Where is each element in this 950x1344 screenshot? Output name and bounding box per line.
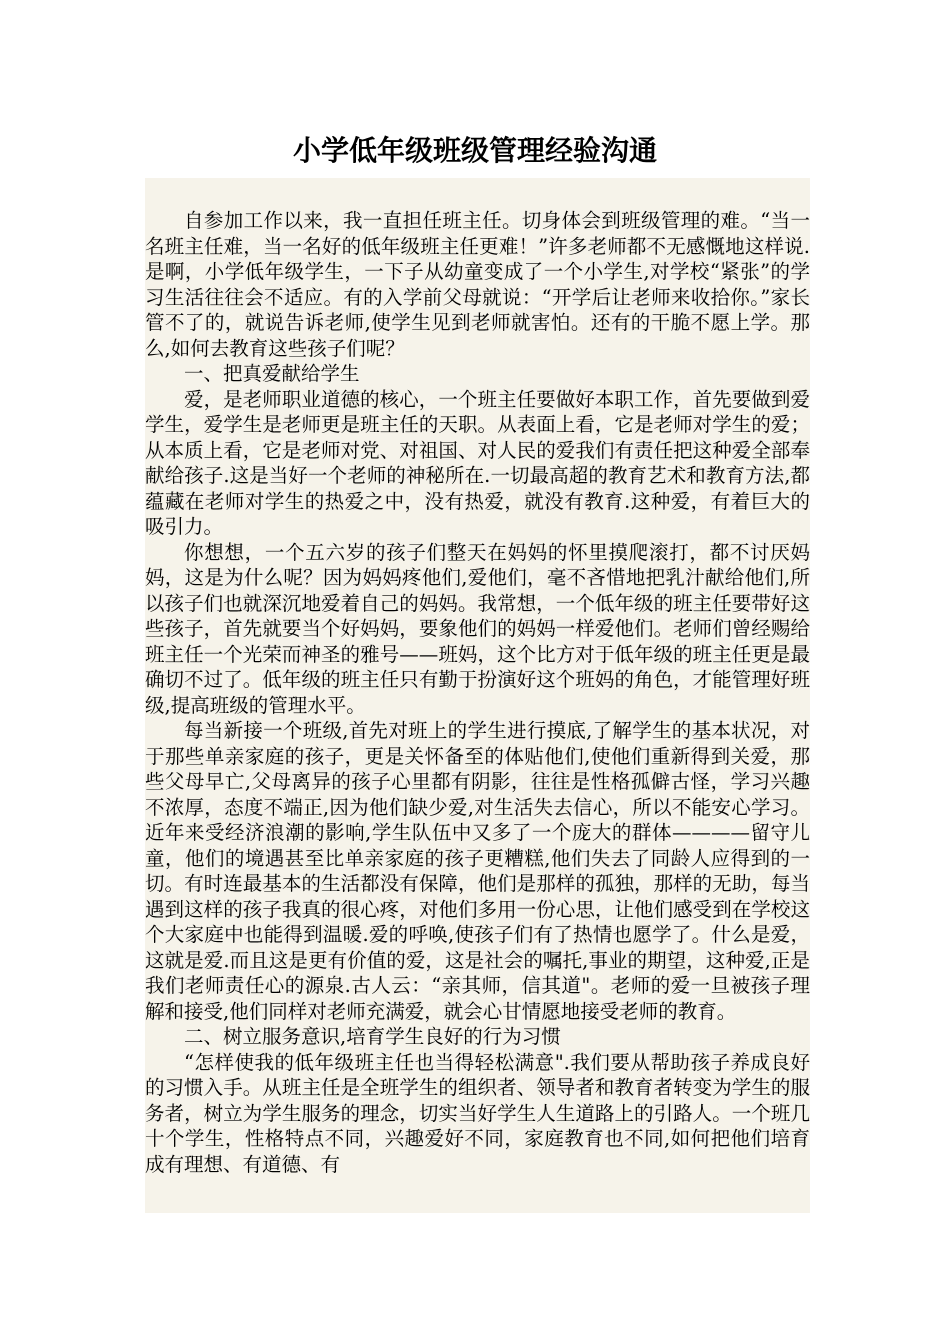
paragraph-class-mother: 你想想，一个五六岁的孩子们整天在妈妈的怀里摸爬滚打，都不讨厌妈妈，这是为什么呢？因为妈妈疼他们,爱他们，毫不吝惜地把乳汁献给他们,所以孩子们也就深沉地爱着自己的妈妈。我常想，一个低年级的班主任要带好这些孩子，首先就要当个好妈妈，要象他们的妈妈一样爱他们。老师们曾经赐给班主任一个光荣而神圣的雅号——班妈，这个比方对于低年级的班主任更是最确切不过了。低年级的班主任只有勤于扮演好这个班妈的角色，才能管理好班级,提高班级的管理水平。 [145,540,810,717]
paragraph-intro: 自参加工作以来，我一直担任班主任。切身体会到班级管理的难。“当一名班主任难，当一名好的低年级班主任更难！”许多老师都不无感慨地这样说.是啊，小学低年级学生，一下子从幼童变成了一个小学生,对学校“紧张”的学习生活往往会不适应。有的入学前父母就说：“开学后让老师来收拾你。”家长管不了的，就说告诉老师,使学生见到老师就害怕。还有的干脆不愿上学。那么,如何去教育这些孩子们呢？ [145,209,810,360]
document-body [145,208,810,1177]
section-heading-2: 二、树立服务意识,培育学生良好的行为习惯 [184,1025,561,1048]
paragraph-new-class: 每当新接一个班级,首先对班上的学生进行摸底,了解学生的基本状况，对于那些单亲家庭的孩子，更是关怀备至的体贴他们,使他们重新得到关爱，那些父母早亡,父母离异的孩子心里都有阴影，往往是性格孤僻古怪，学习兴趣不浓厚，态度不端正,因为他们缺少爱,对生活失去信心，所以不能安心学习。近年来受经济浪潮的影响,学生队伍中又多了一个庞大的群体————留守儿童，他们的境遇甚至比单亲家庭的孩子更糟糕,他们失去了同龄人应得到的一切。有时连最基本的生活都没有保障，他们是那样的孤独，那样的无助，每当遇到这样的孩子我真的很心疼，对他们多用一份心思，让他们感受到在学校这个大家庭中也能得到温暖.爱的呼唤,使孩子们有了热情也愿学了。什么是爱，这就是爱.而且这是更有价值的爱，这是社会的嘱托,事业的期望，这种爱,正是我们老师责任心的源泉.古人云：“亲其师，信其道"。老师的爱一旦被孩子理解和接受,他们同样对老师充满爱，就会心甘情愿地接受老师的教育。 [145,719,810,1023]
document-title: 小学低年级班级管理经验沟通 [292,134,657,167]
paragraph-service-habits: “怎样使我的低年级班主任也当得轻松满意".我们要从帮助孩子养成良好的习惯入手。从班主任是全班学生的组织者、领导者和教育者转变为学生的服务者，树立为学生服务的理念，切实当好学生人生道路上的引路人。一个班几十个学生，性格特点不同，兴趣爱好不同，家庭教育也不同,如何把他们培育成有理想、有道德、有 [145,1050,810,1176]
section-heading-1: 一、把真爱献给学生 [184,362,360,385]
paragraph-love-core: 爱，是老师职业道德的核心，一个班主任要做好本职工作，首先要做到爱学生，爱学生是老师更是班主任的天职。从表面上看，它是老师对学生的爱；从本质上看，它是老师对党、对祖国、对人民的爱我们有责任把这种爱全部奉献给孩子.这是当好一个老师的神秘所在.一切最高超的教育艺术和教育方法,都蕴藏在老师对学生的热爱之中，没有热爱，就没有教育.这种爱，有着巨大的吸引力。 [145,387,810,538]
